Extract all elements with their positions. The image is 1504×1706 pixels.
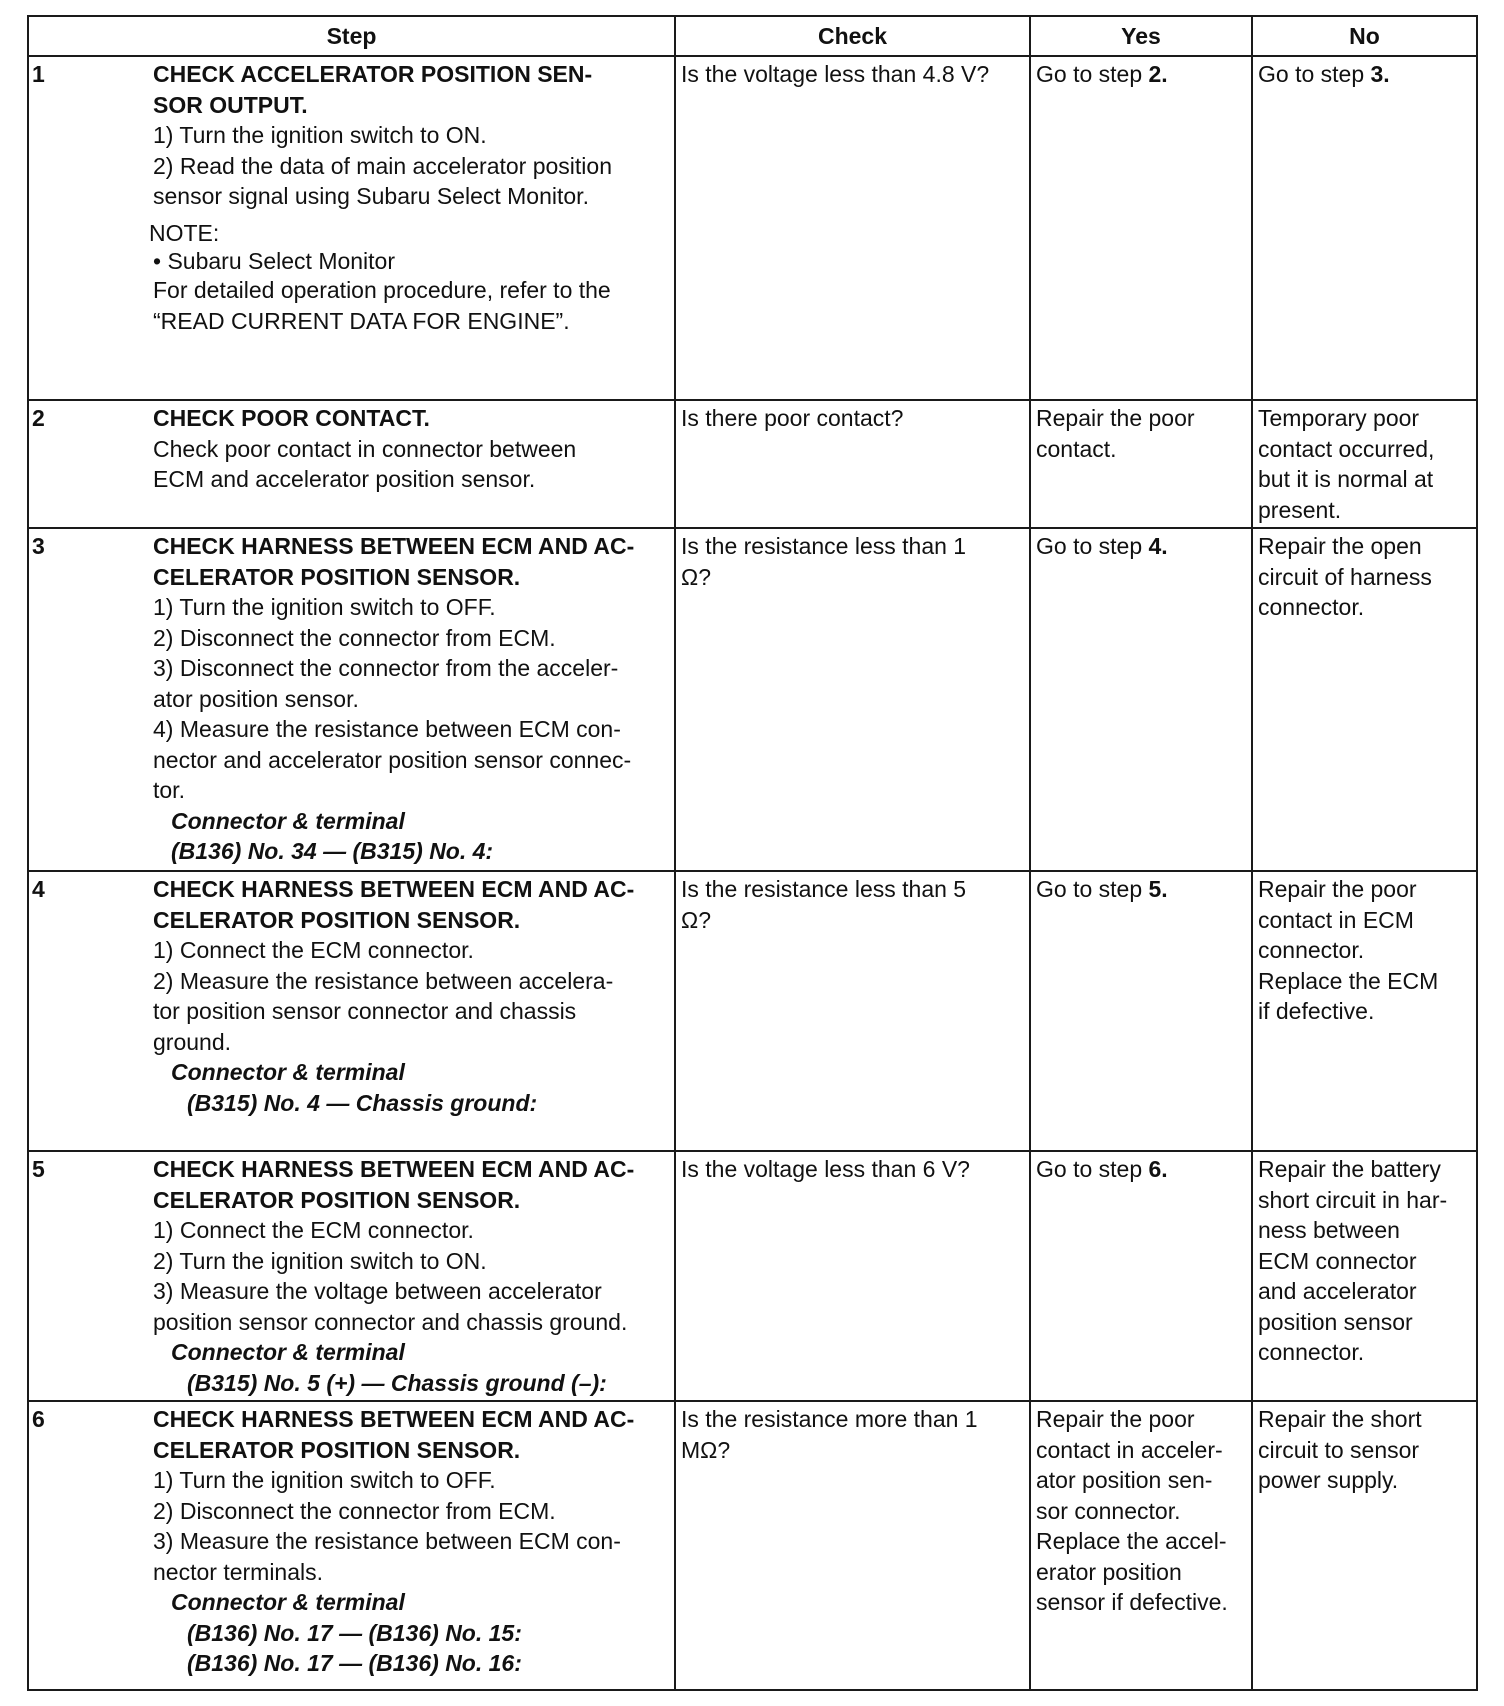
no-line: Repair the open — [1258, 533, 1422, 559]
yes-line: ator position sen- — [1036, 1467, 1213, 1493]
no-line: power supply. — [1258, 1467, 1399, 1493]
terminal-line: (B136) No. 17 — (B136) No. 15: — [187, 1619, 522, 1646]
terminal-label: Connector & terminal — [171, 1339, 405, 1365]
yes-line: erator position — [1036, 1558, 1182, 1585]
terminal-line: (B315) No. 5 (+) — Chassis ground (–): — [187, 1369, 607, 1396]
step-title-line: CHECK POOR CONTACT. — [153, 405, 430, 431]
step-line: ground. — [153, 1028, 232, 1055]
no-line: position sensor — [1258, 1308, 1413, 1335]
no-line: but it is normal at — [1258, 466, 1434, 492]
no-cell — [1252, 871, 1477, 1151]
check-line: Is the resistance less than 5 — [681, 876, 967, 902]
check-cell — [675, 528, 1030, 871]
yes-cell — [1030, 871, 1252, 1151]
yes-cell — [1030, 1151, 1252, 1401]
yes-cell — [1030, 1401, 1252, 1690]
no-line: and accelerator — [1258, 1278, 1417, 1304]
no-line: circuit of harness — [1258, 563, 1432, 590]
no-line: present. — [1258, 496, 1342, 523]
step-description — [151, 400, 675, 528]
yes-text: Go to step — [1036, 1156, 1149, 1182]
table-row — [28, 1401, 1477, 1690]
check-line: Is the resistance less than 1 — [681, 533, 967, 559]
step-line: 1) Connect the ECM connector. — [153, 937, 474, 963]
no-line: contact in ECM — [1258, 906, 1414, 933]
check-cell: Is the voltage less than 4.8 V? — [675, 56, 1030, 400]
step-title-line: CELERATOR POSITION SENSOR. — [153, 906, 521, 933]
terminal-label: Connector & terminal — [171, 807, 405, 834]
no-line: ECM connector — [1258, 1247, 1417, 1274]
step-number: 6 — [28, 1401, 151, 1690]
terminal-line: (B315) No. 4 — Chassis ground: — [187, 1089, 538, 1116]
check-line: Ω? — [681, 563, 711, 590]
terminal-label: Connector & terminal — [171, 1059, 405, 1085]
yes-step-ref: 5. — [1148, 876, 1168, 902]
step-description — [151, 56, 675, 400]
step-line: 2) Read the data of main accelerator position — [153, 152, 612, 179]
terminal-line: (B136) No. 17 — (B136) No. 16: — [187, 1650, 522, 1676]
step-number: 1 — [28, 56, 151, 400]
yes-step-ref: 4. — [1148, 533, 1168, 559]
step-title-line: CELERATOR POSITION SENSOR. — [153, 1436, 521, 1463]
step-line: nector and accelerator position sensor connec- — [153, 746, 632, 773]
step-line: ator position sensor. — [153, 685, 359, 712]
yes-line: sensor if defective. — [1036, 1589, 1228, 1615]
step-number: 4 — [28, 871, 151, 1151]
yes-text: Go to step — [1036, 876, 1149, 902]
yes-cell — [1030, 528, 1252, 871]
step-line: sensor signal using Subaru Select Monitor. — [153, 183, 589, 209]
step-line: 2) Turn the ignition switch to ON. — [153, 1247, 487, 1274]
table-row — [28, 528, 1477, 871]
yes-step-ref: 2. — [1148, 61, 1168, 87]
step-description — [151, 528, 675, 871]
yes-line: contact in acceler- — [1036, 1436, 1223, 1463]
step-line: 2) Measure the resistance between accelera- — [153, 967, 614, 994]
table-row — [28, 871, 1477, 1151]
check-cell — [675, 871, 1030, 1151]
step-line: 3) Measure the resistance between ECM con- — [153, 1528, 621, 1554]
diagnostic-table — [27, 15, 1478, 1691]
step-line: ECM and accelerator position sensor. — [153, 466, 536, 492]
no-line: Temporary poor — [1258, 405, 1420, 431]
yes-step-ref: 6. — [1148, 1156, 1168, 1182]
yes-cell — [1030, 400, 1252, 528]
step-line: 2) Disconnect the connector from ECM. — [153, 624, 556, 651]
step-line: 1) Turn the ignition switch to OFF. — [153, 1467, 496, 1493]
step-title-line: CHECK HARNESS BETWEEN ECM AND AC- — [153, 533, 635, 559]
step-title-line: CELERATOR POSITION SENSOR. — [153, 1186, 521, 1213]
no-line: Repair the poor — [1258, 876, 1417, 902]
no-line: connector. — [1258, 937, 1365, 963]
terminal-line: (B136) No. 34 — (B315) No. 4: — [171, 838, 494, 864]
no-cell — [1252, 1151, 1477, 1401]
no-text: Go to step — [1258, 61, 1371, 87]
step-title-line: CHECK HARNESS BETWEEN ECM AND AC- — [153, 876, 635, 902]
note-line: • Subaru Select Monitor — [153, 248, 396, 274]
note-line: “READ CURRENT DATA FOR ENGINE”. — [153, 307, 570, 334]
step-line: Check poor contact in connector between — [153, 435, 577, 462]
check-cell — [675, 1401, 1030, 1690]
step-title-line: SOR OUTPUT. — [153, 91, 308, 118]
step-title-line: CHECK HARNESS BETWEEN ECM AND AC- — [153, 1406, 635, 1432]
step-number: 3 — [28, 528, 151, 871]
step-line: tor position sensor connector and chassis — [153, 998, 577, 1024]
step-line: 1) Turn the ignition switch to ON. — [153, 122, 487, 148]
yes-text: Go to step — [1036, 61, 1149, 87]
note-label: NOTE: — [149, 219, 220, 246]
check-line: Ω? — [681, 906, 711, 933]
no-line: contact occurred, — [1258, 435, 1435, 462]
table-row — [28, 1151, 1477, 1401]
step-number: 2 — [28, 400, 151, 528]
no-line: Repair the short — [1258, 1406, 1422, 1432]
note-line: For detailed operation procedure, refer to the — [153, 277, 611, 303]
no-line: connector. — [1258, 1339, 1365, 1365]
table-row — [28, 400, 1477, 528]
step-line: 4) Measure the resistance between ECM con- — [153, 716, 621, 742]
step-line: 2) Disconnect the connector from ECM. — [153, 1497, 556, 1524]
step-line: position sensor connector and chassis ground. — [153, 1308, 628, 1335]
no-line: connector. — [1258, 594, 1365, 620]
check-cell: Is there poor contact? — [675, 400, 1030, 528]
no-line: Replace the ECM — [1258, 967, 1439, 994]
no-line: Repair the battery — [1258, 1156, 1441, 1182]
step-title-line: CELERATOR POSITION SENSOR. — [153, 563, 521, 590]
step-number: 5 — [28, 1151, 151, 1401]
yes-line: Repair the poor — [1036, 1406, 1195, 1432]
no-cell — [1252, 400, 1477, 528]
terminal-label: Connector & terminal — [171, 1589, 405, 1615]
header-yes: Yes — [1030, 16, 1252, 56]
header-step: Step — [28, 16, 675, 56]
check-line: MΩ? — [681, 1436, 731, 1463]
check-line: Is the resistance more than 1 — [681, 1406, 978, 1432]
step-line: tor. — [153, 777, 185, 803]
step-description — [151, 1401, 675, 1690]
no-line: if defective. — [1258, 998, 1375, 1024]
step-title-line: CHECK HARNESS BETWEEN ECM AND AC- — [153, 1156, 635, 1182]
header-check: Check — [675, 16, 1030, 56]
no-cell — [1252, 528, 1477, 871]
yes-line: sor connector. — [1036, 1497, 1181, 1524]
step-description — [151, 871, 675, 1151]
yes-cell — [1030, 56, 1252, 400]
yes-line: contact. — [1036, 435, 1117, 462]
table-row — [28, 56, 1477, 400]
yes-line: Repair the poor — [1036, 405, 1195, 431]
header-row — [28, 16, 1477, 56]
no-step-ref: 3. — [1370, 61, 1390, 87]
no-line: circuit to sensor — [1258, 1436, 1420, 1463]
step-line: 3) Disconnect the connector from the acceler- — [153, 655, 619, 681]
no-cell — [1252, 56, 1477, 400]
step-line: 3) Measure the voltage between accelerator — [153, 1278, 602, 1304]
check-cell: Is the voltage less than 6 V? — [675, 1151, 1030, 1401]
step-line: 1) Connect the ECM connector. — [153, 1217, 474, 1243]
no-cell — [1252, 1401, 1477, 1690]
yes-line: Replace the accel- — [1036, 1528, 1227, 1554]
yes-text: Go to step — [1036, 533, 1149, 559]
step-description — [151, 1151, 675, 1401]
no-line: ness between — [1258, 1217, 1400, 1243]
step-line: nector terminals. — [153, 1558, 324, 1585]
step-title-line: CHECK ACCELERATOR POSITION SEN- — [153, 61, 593, 87]
header-no: No — [1252, 16, 1477, 56]
step-line: 1) Turn the ignition switch to OFF. — [153, 594, 496, 620]
no-line: short circuit in har- — [1258, 1186, 1448, 1213]
